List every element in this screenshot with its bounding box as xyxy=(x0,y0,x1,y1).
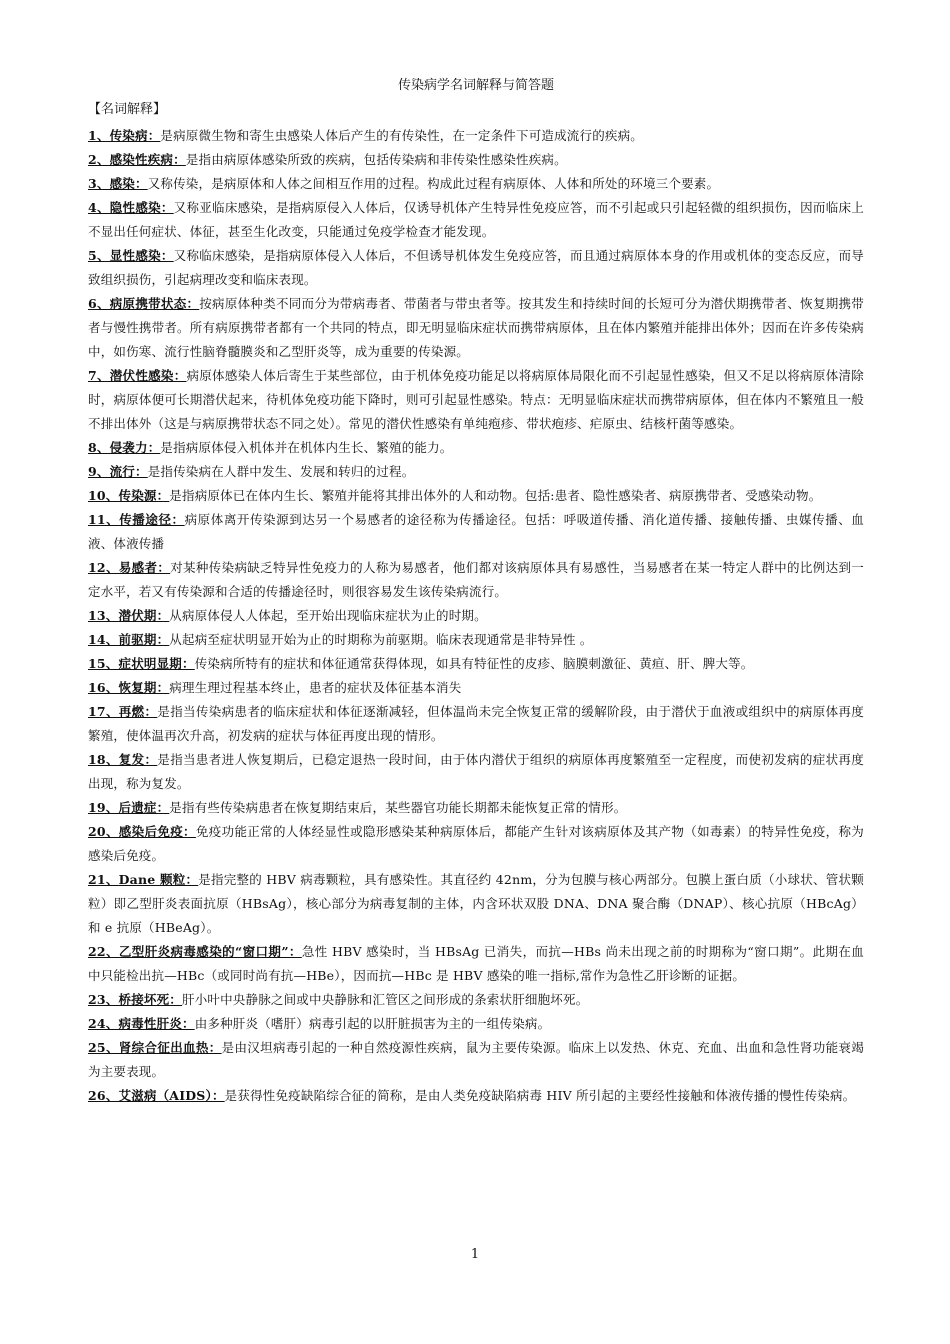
term-10: 10、传染源： xyxy=(88,488,170,503)
term-11: 11、传播途径： xyxy=(88,512,185,527)
definition-entry-23 xyxy=(88,988,864,1012)
definition-entry-24 xyxy=(88,1012,864,1036)
term-8: 8、侵袭力： xyxy=(88,440,161,455)
definition-entry-5 xyxy=(88,244,864,292)
definition-entry-8 xyxy=(88,436,864,460)
term-13: 13、潜伏期： xyxy=(88,608,170,623)
definition-entry-7 xyxy=(88,364,864,436)
section-heading: 【名词解释】 xyxy=(88,102,167,117)
definition-15: 传染病所特有的症状和体征通常获得体现，如具有特征性的皮疹、脑膜刺激征、黄疸、肝、脾大等。 xyxy=(194,656,754,671)
document-title: 传染病学名词解释与简答题 xyxy=(397,78,554,93)
definition-7: 病原体感染人体后寄生于某些部位，由于机体免疫功能足以将病原体局限化而不引起显性感染，但又不足以将病原体清除时，病原体便可长期潜伏起来，待机体免疫功能下降时，则可引起显性感染。特点：无明显临床症状而携带病原体，但在体内不繁殖且一般不排出体外（这是与病原携带状态不同之处）。常见的潜伏性感染有单纯疱疹、带状疱疹、疟原虫、结核杆菌等感染。 xyxy=(88,368,864,431)
term-21: 21、Dane 颗粒： xyxy=(88,872,199,887)
definition-entry-6 xyxy=(88,292,864,364)
definition-1: 是病原微生物和寄生虫感染人体后产生的有传染性，在一定条件下可造成流行的疾病。 xyxy=(160,128,644,143)
definition-9: 是指传染病在人群中发生、发展和转归的过程。 xyxy=(147,464,415,479)
term-5: 5、显性感染： xyxy=(88,248,174,263)
definition-10: 是指病原体已在体内生长、繁殖并能将其排出体外的人和动物。包括:患者、隐性感染者、病原携带者、受感染动物。 xyxy=(169,488,822,503)
definition-20: 免疫功能正常的人体经显性或隐形感染某种病原体后，都能产生针对该病原体及其产物（如毒素）的特异性免疫，称为感染后免疫。 xyxy=(88,824,864,863)
term-12: 12、易感者： xyxy=(88,560,171,575)
definition-19: 是指有些传染病患者在恢复期结束后，某些器官功能长期都未能恢复正常的情形。 xyxy=(169,800,627,815)
definition-entry-3 xyxy=(88,172,864,196)
document-page xyxy=(88,76,864,1108)
definition-entry-25 xyxy=(88,1036,864,1084)
definition-entry-12 xyxy=(88,556,864,604)
definition-18: 是指当患者进人恢复期后，已稳定退热一段时间，由于体内潜伏于组织的病原体再度繁殖至一定程度，而使初发病的症状再度出现，称为复发。 xyxy=(88,752,864,791)
definition-22: 急性 HBV 感染时，当 HBsAg 已消失，而抗—HBs 尚未出现之前的时期称为“窗口期”。此期在血中只能检出抗—HBc（或同时尚有抗—HBe），因而抗—HBc 是 HBV 感染的唯一指标,常作为急性乙肝诊断的证据。 xyxy=(88,944,864,983)
definition-2: 是指由病原体感染所致的疾病，包括传染病和非传染性感染性疾病。 xyxy=(185,152,567,167)
definition-entry-11 xyxy=(88,508,864,556)
definition-entry-17 xyxy=(88,700,864,748)
definition-entry-15 xyxy=(88,652,864,676)
term-2: 2、感染性疾病： xyxy=(88,152,186,167)
definition-23: 肝小叶中央静脉之间或中央静脉和汇管区之间形成的条索状肝细胞坏死。 xyxy=(182,992,589,1007)
term-19: 19、后遗症： xyxy=(88,800,170,815)
term-22: 22、乙型肝炎病毒感染的“窗口期”： xyxy=(88,944,302,959)
definition-entry-4 xyxy=(88,196,864,244)
definition-entry-20 xyxy=(88,820,864,868)
definition-entry-2 xyxy=(88,148,864,172)
definition-entry-22 xyxy=(88,940,864,988)
definition-21: 是指完整的 HBV 病毒颗粒，具有感染性。其直径约 42nm，分为包膜与核心两部分。包膜上蛋白质（小球状、管状颗粒）即乙型肝炎表面抗原（HBsAg），核心部分为病毒复制的主体，内含环状双股 DNA、DNA 聚合酶（DNAP）、核心抗原（HBcAg）和 e 抗原（HBeAg）。 xyxy=(88,872,864,935)
term-14: 14、前驱期： xyxy=(88,632,170,647)
page-number: 1 xyxy=(470,1247,480,1262)
definition-entry-14 xyxy=(88,628,864,652)
definition-24: 由多种肝炎（嗜肝）病毒引起的以肝脏损害为主的一组传染病。 xyxy=(194,1016,551,1031)
definition-entry-19 xyxy=(88,796,864,820)
definition-26: 是获得性免疫缺陷综合征的简称，是由人类免疫缺陷病毒 HIV 所引起的主要经性接触和体液传播的慢性传染病。 xyxy=(224,1088,856,1103)
definition-entry-1 xyxy=(88,124,864,148)
definition-14: 从起病至症状明显开始为止的时期称为前驱期。临床表现通常是非特异性 。 xyxy=(169,632,593,647)
definition-4: 又称亚临床感染，是指病原侵入人体后，仅诱导机体产生特异性免疫应答，而不引起或只引起轻微的组织损伤，因而临床上不显出任何症状、体征，甚至生化改变，只能通过免疫学检查才能发现。 xyxy=(88,200,864,239)
term-3: 3、感染： xyxy=(88,176,148,191)
definition-16: 病理生理过程基本终止，患者的症状及体征基本消失 xyxy=(169,680,462,695)
term-1: 1、传染病： xyxy=(88,128,161,143)
definition-6: 按病原体种类不同而分为带病毒者、带菌者与带虫者等。按其发生和持续时间的长短可分为潜伏期携带者、恢复期携带者与慢性携带者。所有病原携带者都有一个共同的特点，即无明显临床症状而携带病原体，且在体内繁殖并能排出体外；因而在许多传染病中，如伤寒、流行性脑脊髓膜炎和乙型肝炎等，成为重要的传染源。 xyxy=(88,296,864,359)
definition-3: 又称传染，是病原体和人体之间相互作用的过程。构成此过程有病原体、人体和所处的环境三个要素。 xyxy=(147,176,720,191)
term-24: 24、病毒性肝炎： xyxy=(88,1016,195,1031)
definition-11: 病原体离开传染源到达另一个易感者的途径称为传播途径。包括：呼吸道传播、消化道传播、接触传播、虫媒传播、血液、体液传播 xyxy=(88,512,864,551)
term-9: 9、流行： xyxy=(88,464,148,479)
definition-entry-21 xyxy=(88,868,864,940)
definition-17: 是指当传染病患者的临床症状和体征逐渐减轻，但体温尚未完全恢复正常的缓解阶段，由于潜伏于血液或组织中的病原体再度繁殖，使体温再次升高，初发病的症状与体征再度出现的情形。 xyxy=(88,704,864,743)
term-17: 17、再燃： xyxy=(88,704,158,719)
term-26: 26、艾滋病（AIDS）： xyxy=(88,1088,225,1103)
definition-8: 是指病原体侵入机体并在机体内生长、繁殖的能力。 xyxy=(160,440,453,455)
term-16: 16、恢复期： xyxy=(88,680,170,695)
definition-entry-26 xyxy=(88,1084,864,1108)
term-7: 7、潜伏性感染： xyxy=(88,368,187,383)
term-18: 18、复发： xyxy=(88,752,158,767)
definition-entry-16 xyxy=(88,676,864,700)
term-4: 4、隐性感染： xyxy=(88,200,174,215)
term-20: 20、感染后免疫： xyxy=(88,824,196,839)
definition-5: 又称临床感染，是指病原体侵入人体后，不但诱导机体发生免疫应答，而且通过病原体本身的作用或机体的变态反应，而导致组织损伤，引起病理改变和临床表现。 xyxy=(88,248,864,287)
term-6: 6、病原携带状态： xyxy=(88,296,200,311)
definition-entry-9 xyxy=(88,460,864,484)
definition-entry-13 xyxy=(88,604,864,628)
term-23: 23、桥接坏死： xyxy=(88,992,182,1007)
definition-entry-10 xyxy=(88,484,864,508)
definition-25: 是由汉坦病毒引起的一种自然疫源性疾病，鼠为主要传染源。临床上以发热、休克、充血、出血和急性肾功能衰竭为主要表现。 xyxy=(88,1040,864,1079)
definition-12: 对某种传染病缺乏特异性免疫力的人称为易感者，他们都对该病原体具有易感性，当易感者在某一特定人群中的比例达到一定水平，若又有传染源和合适的传播途径时，则很容易发生该传染病流行。 xyxy=(88,560,864,599)
term-15: 15、症状明显期： xyxy=(88,656,195,671)
term-25: 25、肾综合征出血热： xyxy=(88,1040,222,1055)
definition-13: 从病原体侵人人体起，至开始出现临床症状为止的时期。 xyxy=(169,608,487,623)
definition-entry-18 xyxy=(88,748,864,796)
